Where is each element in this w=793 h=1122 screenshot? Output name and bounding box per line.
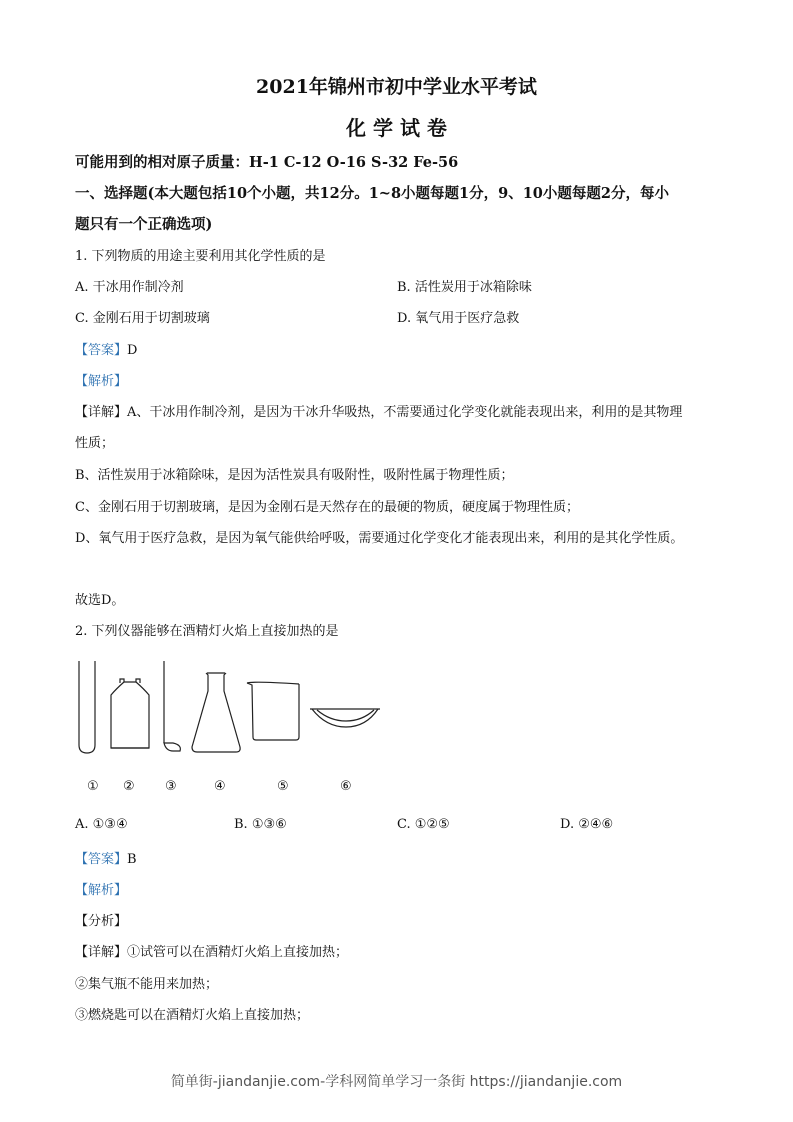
evaporating-dish-icon (310, 709, 380, 727)
q1-detail-a-text: A、干冰用作制冷剂，是因为干冰升华吸热，不需要通过化学变化就能表现出来，利用的是其物理 (127, 405, 683, 420)
q2-detail-1 (75, 941, 348, 960)
section-heading-line2: 题只有一个正确选项) (75, 216, 213, 233)
q1-option-d: D. 氧气用于医疗急救 (397, 311, 520, 326)
exam-subtitle: 化 学 试 卷 (346, 116, 447, 140)
q2-answer-row (75, 848, 137, 867)
conical-flask-icon (192, 673, 240, 752)
label-3: ③ (165, 779, 177, 794)
q2-detail-3: ③燃烧匙可以在酒精灯火焰上直接加热； (75, 1008, 310, 1023)
beaker-icon (247, 682, 299, 740)
label-1: ① (87, 779, 99, 794)
gas-jar-icon (111, 679, 149, 748)
q2-answer: B (127, 852, 137, 867)
label-5: ⑤ (277, 779, 289, 794)
test-tube-icon (79, 661, 95, 753)
q1-detail-a-line1 (75, 401, 682, 420)
label-6: ⑥ (340, 779, 352, 794)
q1-analysis-tag: 【解析】 (75, 374, 128, 389)
q2-option-d: D. ②④⑥ (560, 817, 614, 832)
q1-answer-row (75, 339, 137, 358)
q1-detail-d: D、氧气用于医疗急救，是因为氧气能供给呼吸，需要通过化学变化才能表现出来，利用的是其化学性质。 (75, 531, 684, 546)
exam-title: 2021年锦州市初中学业水平考试 (256, 76, 537, 98)
q1-detail-a-line2: 性质； (75, 436, 115, 451)
q2-detail-1-text: ①试管可以在酒精灯火焰上直接加热； (127, 945, 349, 960)
footer-watermark: 简单街-jiandanjie.com-学科网简单学习一条街 https://jiandanjie.com (170, 1074, 623, 1090)
q1-option-c: C. 金刚石用于切割玻璃 (75, 311, 210, 326)
section-heading-line1: 一、选择题(本大题包括10个小题，共12分。1~8小题每题1分，9、10小题每题2分，每小 (75, 185, 669, 202)
label-2: ② (123, 779, 135, 794)
q1-option-b: B. 活性炭用于冰箱除味 (397, 280, 532, 295)
q1-detail-c: C、金刚石用于切割玻璃，是因为金刚石是天然存在的最硬的物质，硬度属于物理性质； (75, 500, 579, 515)
q2-option-b: B. ①③⑥ (234, 817, 287, 832)
q1-answer: D (127, 343, 138, 358)
answer-tag: 【答案】 (75, 852, 128, 867)
q2-detail-2: ②集气瓶不能用来加热； (75, 977, 219, 992)
q2-fenxi-tag: 【分析】 (75, 914, 128, 929)
lab-apparatus-figure (70, 655, 390, 765)
q2-stem: 2. 下列仪器能够在酒精灯火焰上直接加热的是 (75, 624, 339, 639)
q1-stem: 1. 下列物质的用途主要利用其化学性质的是 (75, 249, 326, 264)
detail-tag: 【详解】 (75, 945, 128, 960)
q1-conclusion: 故选D。 (75, 593, 125, 608)
q2-option-a: A. ①③④ (75, 817, 128, 832)
q2-option-c: C. ①②⑤ (397, 817, 450, 832)
combustion-spoon-icon (164, 661, 180, 751)
q1-option-a: A. 干冰用作制冷剂 (75, 280, 184, 295)
answer-tag: 【答案】 (75, 343, 128, 358)
label-4: ④ (214, 779, 226, 794)
q2-analysis-tag: 【解析】 (75, 883, 128, 898)
detail-tag: 【详解】 (75, 405, 128, 420)
q1-detail-b: B、活性炭用于冰箱除味，是因为活性炭具有吸附性，吸附性属于物理性质； (75, 468, 514, 483)
atomic-masses: 可能用到的相对原子质量：H-1 C-12 O-16 S-32 Fe-56 (75, 154, 459, 171)
